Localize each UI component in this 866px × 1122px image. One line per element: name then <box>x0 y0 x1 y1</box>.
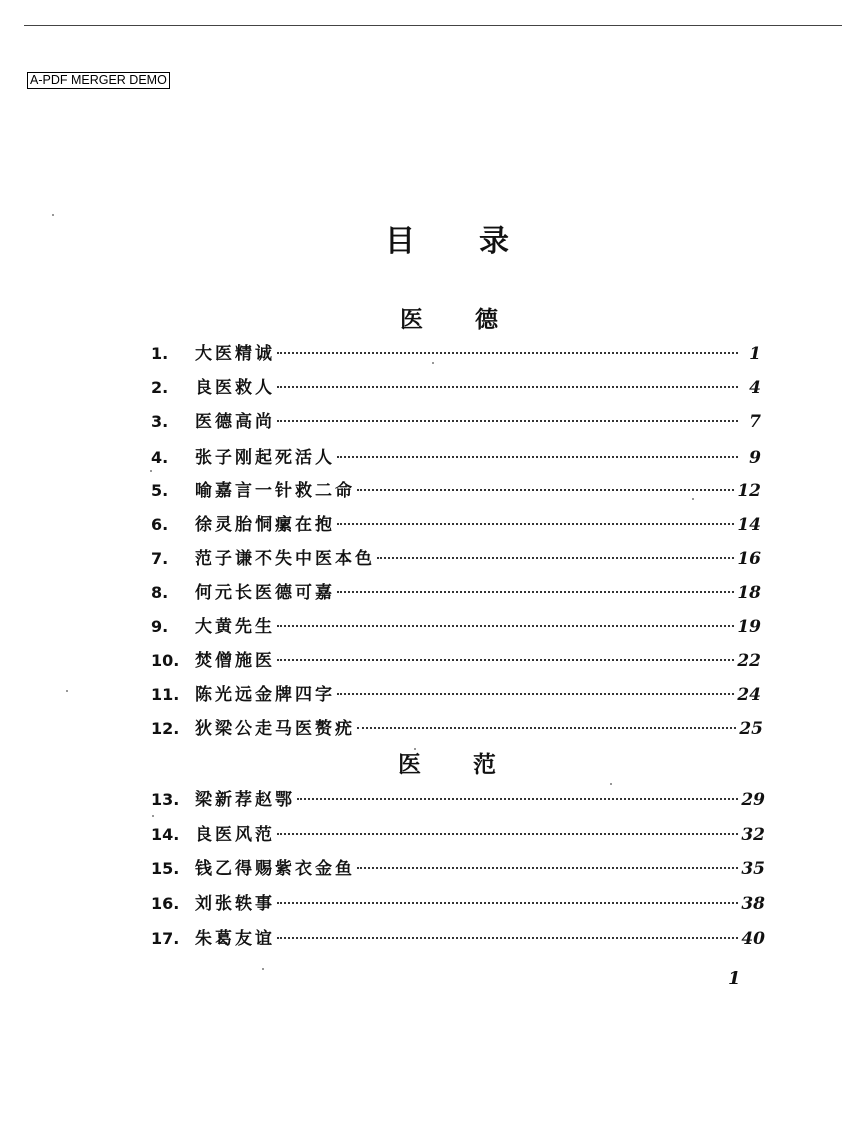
toc-entry[interactable] <box>151 823 765 847</box>
toc-entry-page: 38 <box>741 894 765 914</box>
dot-leader <box>277 659 734 661</box>
toc-entry[interactable] <box>151 788 765 812</box>
toc-entry[interactable] <box>151 446 761 470</box>
dot-leader <box>277 833 738 835</box>
toc-entry[interactable] <box>151 410 761 434</box>
section-heading-char: 医 <box>400 306 423 333</box>
toc-entry-title: 刘张轶事 <box>195 894 275 914</box>
toc-entry[interactable] <box>151 479 761 503</box>
toc-entry[interactable] <box>151 717 763 741</box>
toc-entry[interactable] <box>151 892 765 916</box>
dot-leader <box>337 591 734 593</box>
section-heading-char: 医 <box>398 751 421 778</box>
toc-entry-title: 陈光远金牌四字 <box>195 685 335 705</box>
toc-entry-page: 19 <box>737 617 761 637</box>
toc-entry-page: 16 <box>737 549 761 569</box>
toc-entry-number: 2. <box>151 378 169 397</box>
toc-entry[interactable] <box>151 683 761 707</box>
toc-entry-page: 40 <box>741 929 765 949</box>
toc-entry[interactable] <box>151 581 761 605</box>
toc-entry-page: 14 <box>737 515 761 535</box>
dot-leader <box>357 489 734 491</box>
dot-leader <box>337 693 734 695</box>
toc-entry-number: 7. <box>151 549 169 568</box>
toc-entry-page: 1 <box>749 344 761 364</box>
dot-leader <box>277 902 738 904</box>
page-title-char: 录 <box>479 224 511 259</box>
toc-entry-number: 4. <box>151 448 169 467</box>
top-rule <box>24 25 842 26</box>
page-title-char: 目 <box>385 224 417 259</box>
toc-entry-number: 14. <box>151 825 180 844</box>
toc-entry-title: 焚僧施医 <box>195 651 275 671</box>
toc-entry-number: 10. <box>151 651 180 670</box>
dot-leader <box>277 420 738 422</box>
toc-entry-number: 1. <box>151 344 169 363</box>
scan-speck <box>152 815 154 817</box>
toc-entry-title: 何元长医德可嘉 <box>195 583 335 603</box>
toc-entry-number: 13. <box>151 790 180 809</box>
dot-leader <box>277 937 738 939</box>
scan-speck <box>262 968 264 970</box>
toc-entry-title: 张子刚起死活人 <box>195 448 335 468</box>
toc-entry-number: 6. <box>151 515 169 534</box>
dot-leader <box>337 523 734 525</box>
toc-entry[interactable] <box>151 857 765 881</box>
page-title <box>385 222 535 262</box>
toc-entry-page: 25 <box>739 719 763 739</box>
dot-leader <box>297 798 738 800</box>
scan-speck <box>52 214 54 216</box>
toc-entry[interactable] <box>151 615 761 639</box>
toc-entry-title: 良医风范 <box>195 825 275 845</box>
toc-entry-title: 徐灵胎恫瘰在抱 <box>195 515 335 535</box>
toc-entry-page: 9 <box>749 448 761 468</box>
section-heading-char: 范 <box>473 751 496 778</box>
toc-entry-number: 3. <box>151 412 169 431</box>
dot-leader <box>357 867 738 869</box>
toc-entry-title: 狄梁公走马医赘疣 <box>195 719 355 739</box>
dot-leader <box>277 386 738 388</box>
toc-entry-number: 16. <box>151 894 180 913</box>
toc-entry-title: 朱葛友谊 <box>195 929 275 949</box>
toc-entry-page: 7 <box>749 412 761 432</box>
scan-speck <box>432 362 434 364</box>
toc-entry-title: 钱乙得赐紫衣金鱼 <box>195 859 355 879</box>
toc-entry[interactable] <box>151 342 761 366</box>
toc-entry-page: 29 <box>741 790 765 810</box>
toc-entry-page: 18 <box>737 583 761 603</box>
dot-leader <box>377 557 734 559</box>
toc-entry-number: 15. <box>151 859 180 878</box>
toc-entry-title: 喻嘉言一针救二命 <box>195 481 355 501</box>
toc-entry-page: 12 <box>737 481 761 501</box>
toc-entry[interactable] <box>151 927 765 951</box>
section-heading-yide <box>400 305 498 335</box>
toc-entry-title: 范子谦不失中医本色 <box>195 549 375 569</box>
toc-entry-title: 医德高尚 <box>195 412 275 432</box>
section-heading-char: 德 <box>475 306 498 333</box>
dot-leader <box>277 352 738 354</box>
toc-entry-number: 5. <box>151 481 169 500</box>
toc-entry[interactable] <box>151 376 761 400</box>
page-number: 1 <box>728 968 741 989</box>
dot-leader <box>357 727 736 729</box>
scan-speck <box>692 498 694 500</box>
toc-entry-title: 大医精诚 <box>195 344 275 364</box>
toc-entry[interactable] <box>151 513 761 537</box>
toc-entry-page: 22 <box>737 651 761 671</box>
toc-entry-title: 良医救人 <box>195 378 275 398</box>
toc-entry-page: 4 <box>749 378 761 398</box>
dot-leader <box>277 625 734 627</box>
scan-speck <box>610 783 612 785</box>
toc-entry-number: 9. <box>151 617 169 636</box>
dot-leader <box>337 456 738 458</box>
toc-entry-title: 大黄先生 <box>195 617 275 637</box>
toc-entry[interactable] <box>151 547 761 571</box>
watermark-label: A-PDF MERGER DEMO <box>27 72 170 89</box>
toc-entry-page: 35 <box>741 859 765 879</box>
toc-entry-number: 11. <box>151 685 180 704</box>
toc-entry-page: 24 <box>737 685 761 705</box>
scan-speck <box>150 470 152 472</box>
toc-entry-title: 梁新荐赵鄂 <box>195 790 295 810</box>
scan-speck <box>66 690 68 692</box>
toc-entry-number: 12. <box>151 719 180 738</box>
scan-speck <box>414 748 416 750</box>
toc-entry[interactable] <box>151 649 761 673</box>
toc-entry-number: 17. <box>151 929 180 948</box>
toc-entry-page: 32 <box>741 825 765 845</box>
section-heading-yifan <box>398 750 496 780</box>
toc-entry-number: 8. <box>151 583 169 602</box>
